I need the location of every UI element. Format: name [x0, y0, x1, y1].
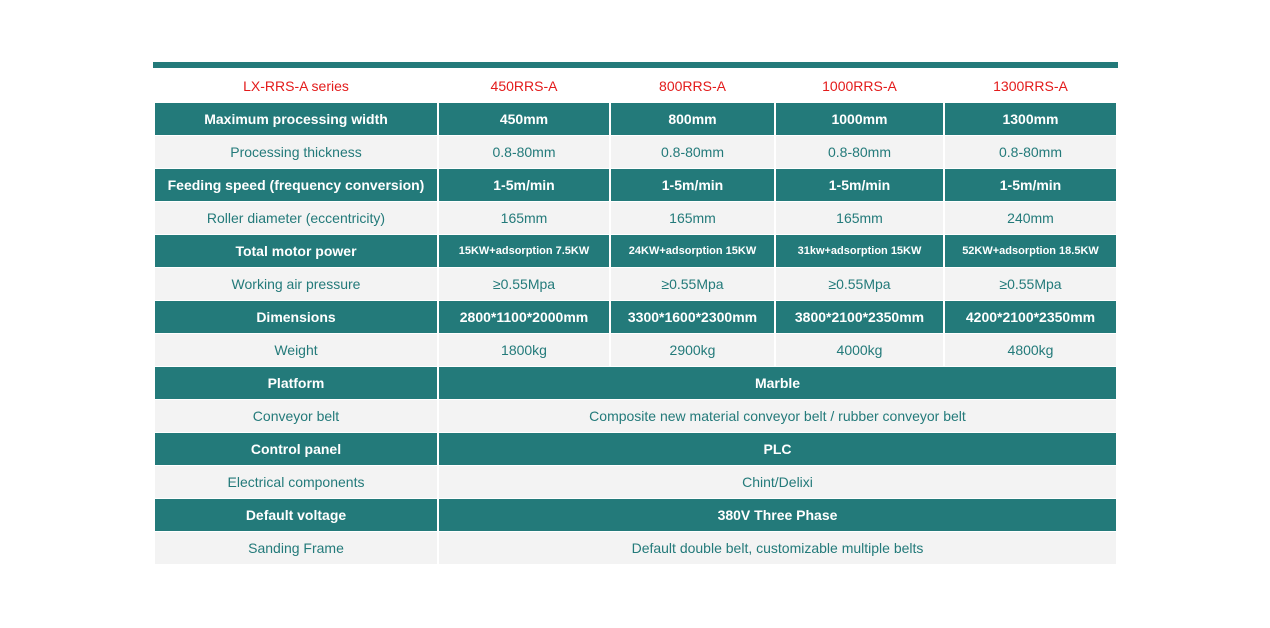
model-header: 1300RRS-A: [945, 70, 1116, 102]
table-row: [155, 334, 1116, 366]
row-value: 800mm: [611, 103, 774, 135]
row-label: Default voltage: [155, 499, 437, 531]
table-row: [155, 532, 1116, 564]
row-value: 1000mm: [776, 103, 943, 135]
row-value: 165mm: [611, 202, 774, 234]
row-label: Control panel: [155, 433, 437, 465]
table-row: [155, 301, 1116, 333]
row-value: 4000kg: [776, 334, 943, 366]
row-value: 31kw+adsorption 15KW: [776, 235, 943, 267]
table-row: [155, 268, 1116, 300]
row-label: Roller diameter (eccentricity): [155, 202, 437, 234]
row-value: 4200*2100*2350mm: [945, 301, 1116, 333]
row-value: 1-5m/min: [776, 169, 943, 201]
row-value: PLC: [439, 433, 1116, 465]
table-row: [155, 169, 1116, 201]
row-value: 2900kg: [611, 334, 774, 366]
row-value: ≥0.55Mpa: [945, 268, 1116, 300]
row-value: 1-5m/min: [439, 169, 609, 201]
row-value: ≥0.55Mpa: [776, 268, 943, 300]
row-value: 2800*1100*2000mm: [439, 301, 609, 333]
row-value: 15KW+adsorption 7.5KW: [439, 235, 609, 267]
series-label: LX-RRS-A series: [155, 70, 437, 102]
row-value: 0.8-80mm: [945, 136, 1116, 168]
model-header: 1000RRS-A: [776, 70, 943, 102]
table-header-row: [155, 70, 1116, 102]
table-top-bar: [153, 62, 1118, 68]
row-label: Platform: [155, 367, 437, 399]
row-value: 165mm: [439, 202, 609, 234]
table-row: [155, 499, 1116, 531]
row-value: 4800kg: [945, 334, 1116, 366]
row-label: Electrical components: [155, 466, 437, 498]
table-row: [155, 466, 1116, 498]
row-label: Processing thickness: [155, 136, 437, 168]
row-value: 1800kg: [439, 334, 609, 366]
row-value: 240mm: [945, 202, 1116, 234]
spec-table: [153, 69, 1118, 565]
row-value: 450mm: [439, 103, 609, 135]
model-header: 450RRS-A: [439, 70, 609, 102]
row-label: Weight: [155, 334, 437, 366]
table-row: [155, 136, 1116, 168]
row-value: 0.8-80mm: [776, 136, 943, 168]
row-label: Total motor power: [155, 235, 437, 267]
row-value: ≥0.55Mpa: [439, 268, 609, 300]
row-value: Marble: [439, 367, 1116, 399]
table-row: [155, 235, 1116, 267]
table-row: [155, 367, 1116, 399]
row-label: Conveyor belt: [155, 400, 437, 432]
table-row: [155, 400, 1116, 432]
model-header: 800RRS-A: [611, 70, 774, 102]
row-label: Maximum processing width: [155, 103, 437, 135]
row-value: 52KW+adsorption 18.5KW: [945, 235, 1116, 267]
table-row: [155, 433, 1116, 465]
row-label: Dimensions: [155, 301, 437, 333]
row-value: Composite new material conveyor belt / rubber conveyor belt: [439, 400, 1116, 432]
row-value: 1300mm: [945, 103, 1116, 135]
table-row: [155, 202, 1116, 234]
row-value: ≥0.55Mpa: [611, 268, 774, 300]
row-value: 165mm: [776, 202, 943, 234]
row-value: 3800*2100*2350mm: [776, 301, 943, 333]
row-value: 0.8-80mm: [439, 136, 609, 168]
table-row: [155, 103, 1116, 135]
row-value: 0.8-80mm: [611, 136, 774, 168]
row-value: 24KW+adsorption 15KW: [611, 235, 774, 267]
row-value: 380V Three Phase: [439, 499, 1116, 531]
row-value: 1-5m/min: [611, 169, 774, 201]
row-label: Working air pressure: [155, 268, 437, 300]
row-value: 1-5m/min: [945, 169, 1116, 201]
row-value: Default double belt, customizable multiple belts: [439, 532, 1116, 564]
row-label: Feeding speed (frequency conversion): [155, 169, 437, 201]
row-label: Sanding Frame: [155, 532, 437, 564]
row-value: 3300*1600*2300mm: [611, 301, 774, 333]
row-value: Chint/Delixi: [439, 466, 1116, 498]
